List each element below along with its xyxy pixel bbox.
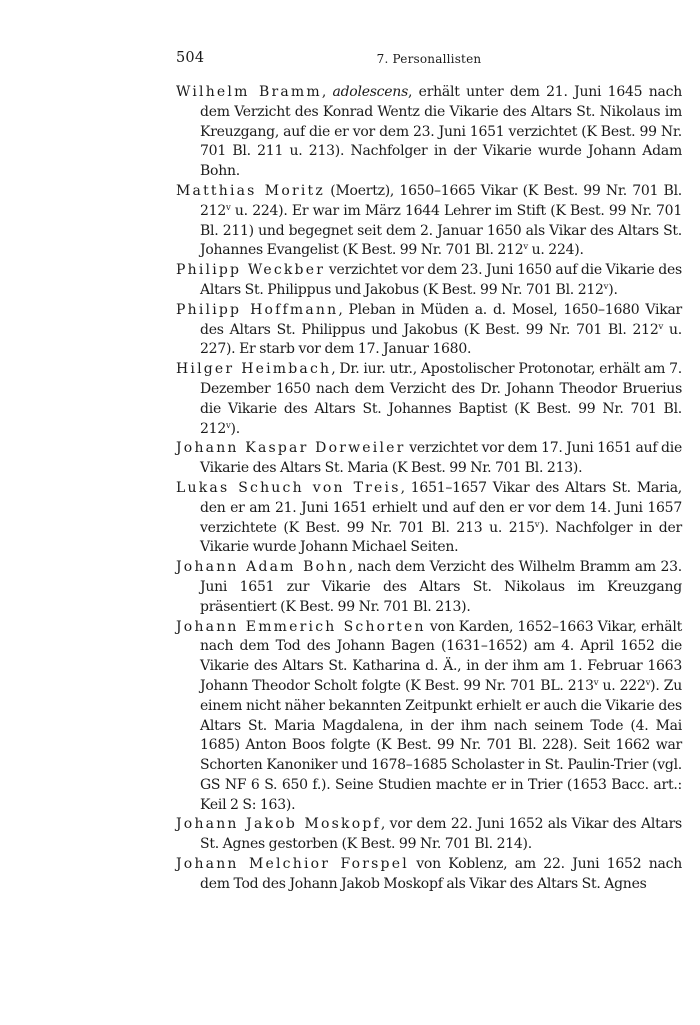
prosopography-entry xyxy=(176,815,682,855)
prosopography-entry xyxy=(176,855,682,895)
entry-text: , Dr. iur. utr., Apostolischer Protonotar, erhält am 7. Dezember 1650 nach dem Verzicht des Dr. Johann Theodor Bruerius die Vikarie des Altars St. Johannes Baptist (K Best. 99 Nr. 701 Bl. 212$^v$). xyxy=(200,361,683,437)
page-header xyxy=(176,50,682,70)
entry-text: verzichtet vor dem 17. Juni 1651 auf die Vikarie des Altars St. Maria (K Best. 99 Nr. 701 Bl. 213). xyxy=(200,440,682,477)
entry-person-name: Philipp Hoffmann xyxy=(176,301,339,318)
entry-person-name: Johann Jakob Moskopf xyxy=(176,816,381,833)
entry-person-name: Wilhelm Bramm xyxy=(176,84,322,100)
prosopography-entry xyxy=(176,618,682,816)
entry-list xyxy=(176,83,682,895)
prosopography-entry xyxy=(176,261,682,301)
entry-text: , Pleban in Müden a. d. Mosel, 1650–1680 Vikar des Altars St. Philippus und Jakobus (K Best. 99 Nr. 701 Bl. 212$^v$ u. 227). Er starb vor dem 17. Januar 1680. xyxy=(200,301,682,358)
entry-person-name: Johann Emmerich Schorten xyxy=(176,618,426,635)
entry-text: von Koblenz, am 22. Juni 1652 nach dem Tod des Johann Jakob Moskopf als Vikar des Altars St. Agnes xyxy=(200,856,682,892)
entry-text: , 1651–1657 Vikar des Altars St. Maria, den er am 21. Juni 1651 erhielt und auf den er vor dem 14. Juni 1657 verzichtete (K Best. 99 Nr. 701 Bl. 213 u. 215$^v$). Nachfolger in der Vikarie wurde Johann Michael Seiten. xyxy=(200,479,682,556)
entry-person-name: Matthias Moritz xyxy=(176,182,325,199)
prosopography-entry xyxy=(176,360,682,439)
prosopography-entry xyxy=(176,83,682,182)
entry-text: von Karden, 1652–1663 Vikar, erhält nach dem Tod des Johann Bagen (1631–1652) am 4. April 1652 die Vikarie des Altars St. Katharina d. Ä., in der ihm am 1. Februar 1663 Johann Theodor Scholt folgte (K Best. 99 Nr. 701 BL. 213$^v$ u. 222$^v$). Zu einem nicht näher bekannten Zeitpunkt erhielt er auch die Vikarie des Altars St. Maria Magdalena, in der ihm nach seinem Tode (4. Mai 1685) Anton Boos folgte (K Best. 99 Nr. 701 Bl. 228). Seit 1662 war Schorten Kanoniker und 1678–1685 Scholaster in St. Paulin-Trier (vgl. GS NF 6 S. 650 f.). Seine Studien machte er in Trier (1653 Bacc. art.: Keil 2 S: 163). xyxy=(200,618,683,813)
entry-text: verzichtet vor dem 23. Juni 1650 auf die Vikarie des Altars St. Philippus und Jakobus (K Best. 99 Nr. 701 Bl. 212$^v$). xyxy=(200,262,682,298)
entry-person-name: Johann Kaspar Dorweiler xyxy=(176,440,406,457)
entry-text: , vor dem 22. Juni 1652 als Vikar des Altars St. Agnes gestorben (K Best. 99 Nr. 701 Bl. 214). xyxy=(200,816,682,853)
prosopography-entry xyxy=(176,301,682,360)
prosopography-entry xyxy=(176,479,682,558)
running-head: 7. Personallisten xyxy=(376,52,482,66)
page-number: 504 xyxy=(176,50,205,66)
prosopography-entry xyxy=(176,439,682,479)
entry-person-name: Lukas Schuch von Treis xyxy=(176,479,401,496)
entry-text: , adolescens, erhält unter dem 21. Juni 1645 nach dem Verzicht des Konrad Wentz die Vikarie des Altars St. Nikolaus im Kreuzgang, auf die er vor dem 23. Juni 1651 verzichtet (K Best. 99 Nr. 701 Bl. 211 u. 213). Nachfolger in der Vikarie wurde Johann Adam Bohn. xyxy=(200,84,682,180)
entry-text: , nach dem Verzicht des Wilhelm Bramm am 23. Juni 1651 zur Vikarie des Altars St. Nikolaus im Kreuzgang präsentiert (K Best. 99 Nr. 701 Bl. 213). xyxy=(200,559,682,615)
prosopography-entry xyxy=(176,558,682,617)
entry-person-name: Hilger Heimbach xyxy=(176,361,332,378)
entry-text: (Moertz), 1650–1665 Vikar (K Best. 99 Nr. 701 Bl. 212$^v$ u. 224). Er war im März 1644 Lehrer im Stift (K Best. 99 Nr. 701 Bl. 211) und begegnet seit dem 2. Januar 1650 als Vikar des Altars St. Johannes Evangelist (K Best. 99 Nr. 701 Bl. 212$^v$ u. 224). xyxy=(200,182,682,259)
entry-person-name: Johann Melchior Forspel xyxy=(176,856,409,873)
entry-person-name: Johann Adam Bohn xyxy=(176,559,349,576)
prosopography-entry xyxy=(176,182,682,261)
entry-person-name: Philipp Weckber xyxy=(176,262,326,279)
